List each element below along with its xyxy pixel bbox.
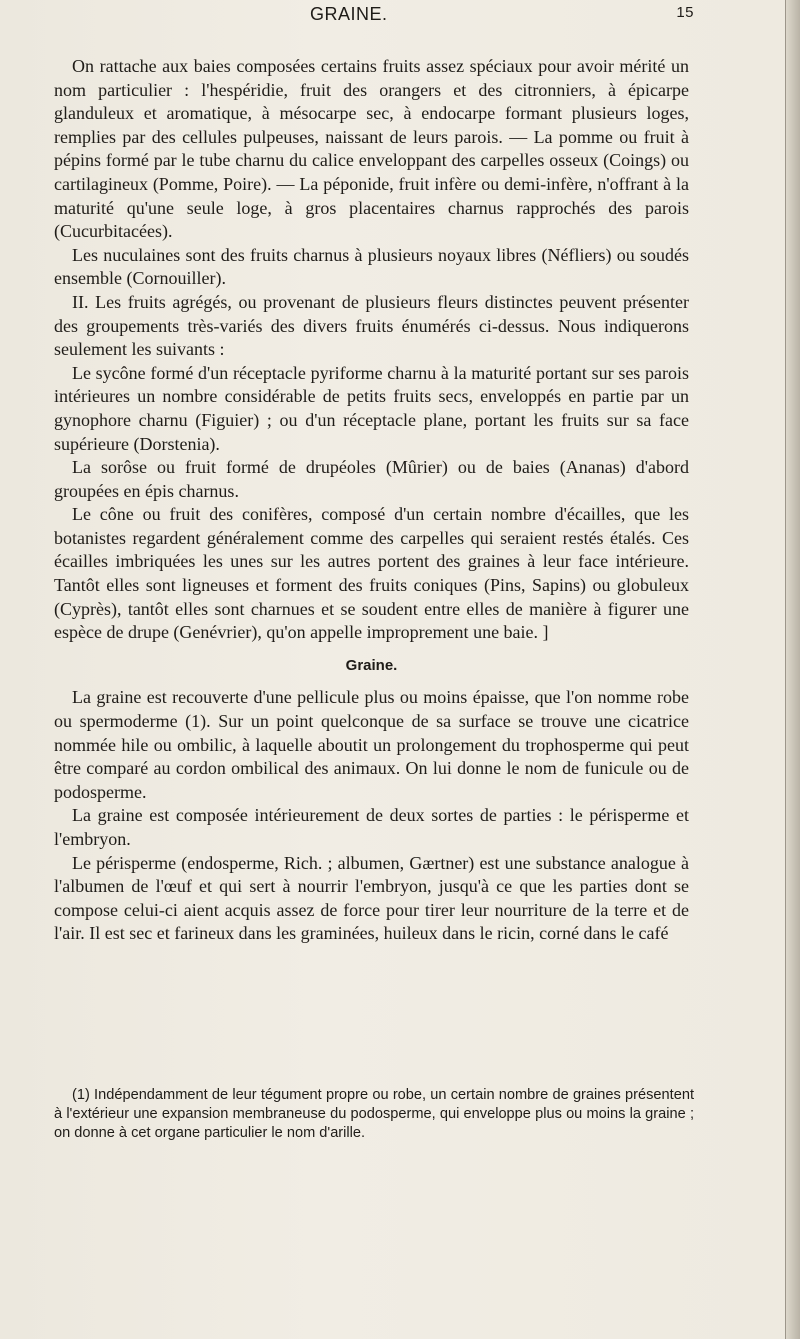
paragraph: Le cône ou fruit des conifères, composé d'un certain nombre d'écailles, que les botanistes regardent généralement comme des carpelles qui seraient restés étalés. Ces écailles imbriquées les unes sur les autres portent des graines à leur face intérieure. Tantôt elles sont ligneuses et forment des fruits coniques (Pins, Sapins) ou globuleux (Cyprès), tantôt elles sont charnues et se soudent entre elles de manière à figurer une espèce de drupe (Genévrier), qu'on appelle improprement une baie. ] — [54, 504, 689, 643]
paragraph: La graine est recouverte d'une pellicule plus ou moins épaisse, que l'on nomme robe ou spermoderme (1). Sur un point quelconque de sa surface se trouve une cicatrice nommée hile ou ombilic, à laquelle aboutit un prolongement du trophosperme qui peut être comparé au cordon ombilical des animaux. On lui donne le nom de funicule ou de podosperme. — [54, 687, 689, 802]
paragraph: II. Les fruits agrégés, ou provenant de plusieurs fleurs distinctes peuvent présenter des groupements très-variés des divers fruits énumérés ci-dessus. Nous indiquerons seulement les suivants : — [54, 291, 689, 360]
running-head — [54, 4, 694, 30]
section-heading: Graine. — [345, 656, 398, 674]
running-title: GRAINE. — [310, 4, 388, 24]
body-text — [54, 55, 689, 946]
page-edge — [785, 0, 800, 1339]
paragraph: On rattache aux baies composées certains fruits assez spéciaux pour avoir mérité un nom particulier : l'hespéridie, fruit des orangers et des citronniers, à épicarpe glanduleux et aromatique, à mésocarpe sec, à endocarpe formant plusieurs loges, remplies par des cellules pulpeuses, naissant de leurs parois. — La pomme ou fruit à pépins formé par le tube charnu du calice enveloppant des carpelles osseux (Coings) ou cartilagineux (Pomme, Poire). — La péponide, fruit infère ou demi-infère, n'offrant à la maturité qu'une seule loge, à gros placentaires charnus rapprochés des parois (Cucurbitacées). — [54, 56, 689, 242]
paragraph: Le périsperme (endosperme, Rich. ; albumen, Gærtner) est une substance analogue à l'albumen de l'œuf et qui sert à nourrir l'embryon, jusqu'à ce que les parties dont se compose celui-ci aient acquis assez de force pour tirer leur nourriture de la terre et de l'air. Il est sec et farineux dans les graminées, huileux dans le ricin, corné dans le café — [54, 852, 689, 944]
paragraph: La graine est composée intérieurement de deux sortes de parties : le périsperme et l'embryon. — [54, 805, 689, 849]
paragraph: Le sycône formé d'un réceptacle pyriforme charnu à la maturité portant sur ses parois intérieures un nombre considérable de petits fruits secs, enveloppés en partie par un gynophore charnu (Figuier) ; ou d'un réceptacle plane, portant les fruits sur sa face supérieure (Dorstenia). — [54, 362, 689, 454]
paragraph: La sorôse ou fruit formé de drupéoles (Mûrier) ou de baies (Ananas) d'abord groupées en épis charnus. — [54, 457, 689, 501]
footnote-text: (1) Indépendamment de leur tégument propre ou robe, un certain nombre de graines présentent à l'extérieur une expansion membraneuse du podosperme, qui enveloppe plus ou moins la graine ; on donne à cet organe particulier le nom d'arille. — [54, 1087, 694, 1141]
page-number: 15 — [676, 4, 694, 21]
paragraph: Les nuculaines sont des fruits charnus à plusieurs noyaux libres (Néfliers) ou soudés ensemble (Cornouiller). — [54, 244, 689, 289]
footnote — [54, 1086, 694, 1143]
